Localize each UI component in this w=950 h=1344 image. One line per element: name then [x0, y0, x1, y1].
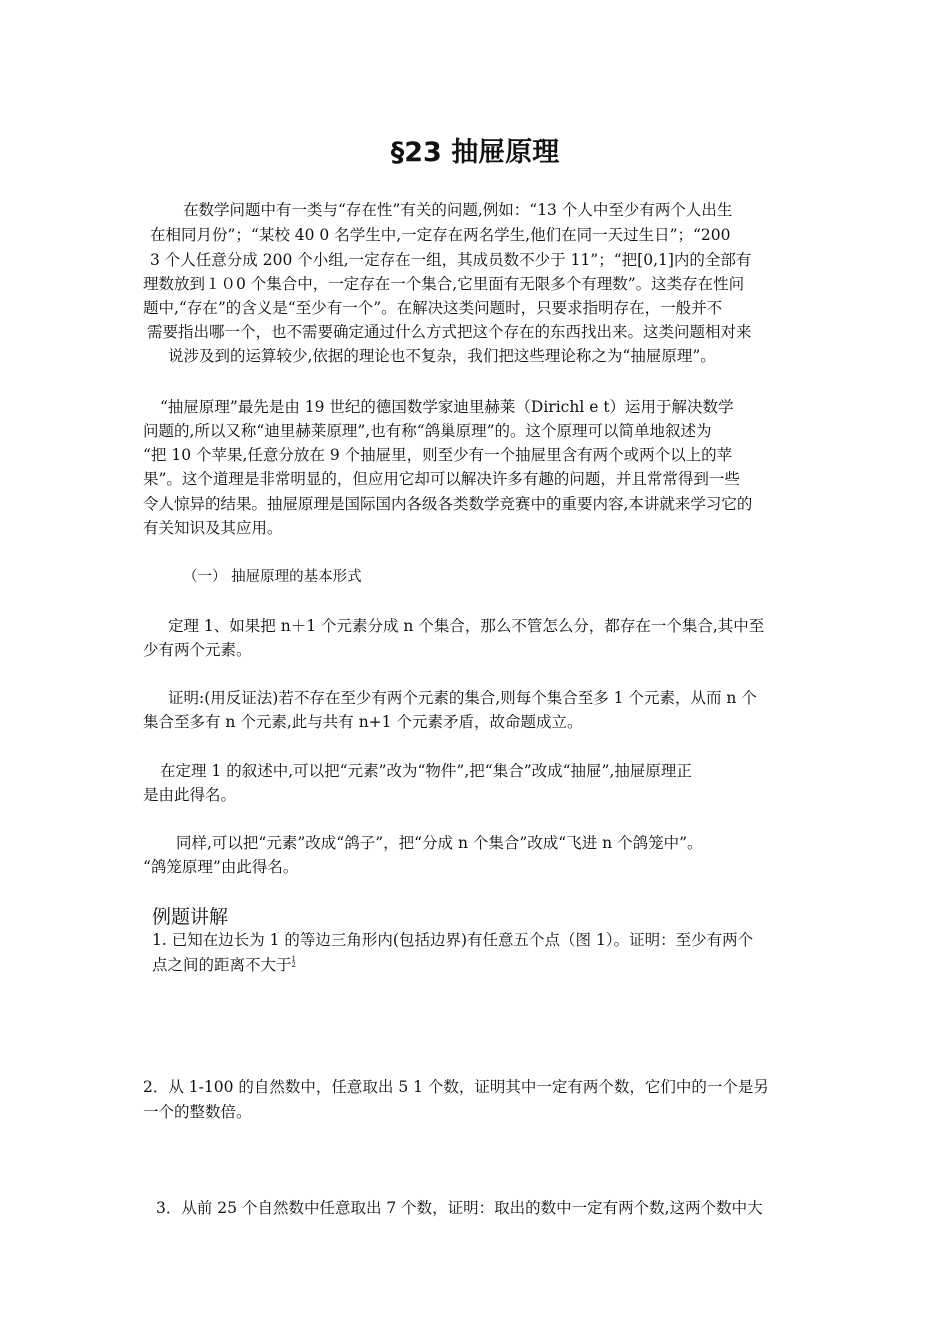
theorem-line: 少有两个元素。	[143, 641, 252, 659]
example-line: 一个的整数倍。	[143, 1103, 252, 1121]
intro-line: 题中,“存在”的含义是“至少有一个”。在解决这类问题时，只要求指明存在，一般并不	[143, 299, 723, 317]
remark-line: 是由此得名。	[143, 786, 237, 804]
history-line: 果”。这个道理是非常明显的，但应用它却可以解决许多有趣的问题，并且常常得到一些	[143, 470, 740, 488]
example-line: 3．从前 25 个自然数中任意取出 7 个数，证明：取出的数中一定有两个数,这两个数中大	[156, 1199, 763, 1217]
example-line	[152, 955, 296, 975]
example-line: 2．从 1-100 的自然数中，任意取出 5 1 个数，证明其中一定有两个数，它们中的一个是另	[143, 1078, 769, 1096]
remark-line: 在定理 1 的叙述中,可以把“元素”改为“物件”,把“集合”改成“抽屉”,抽屉原理正	[160, 762, 692, 780]
history-line: “把 10 个苹果,任意分放在 9 个抽屉里，则至少有一个抽屉里含有两个或两个以上的苹	[143, 446, 733, 464]
examples-heading: 例题讲解	[152, 906, 229, 928]
example-text: 点之间的距离不大于	[152, 956, 292, 974]
fraction-numerator: 1	[291, 955, 296, 963]
intro-line: 需要指出哪一个，也不需要确定通过什么方式把这个存在的东西找出来。这类问题相对来	[147, 323, 752, 341]
remark-line: “鸽笼原理”由此得名。	[143, 858, 299, 876]
history-line: 问题的,所以又称“迪里赫莱原理”,也有称“鸽巢原理”的。这个原理可以简单地叙述为	[143, 422, 712, 440]
proof-line: 证明:(用反证法)若不存在至少有两个元素的集合,则每个集合至多 1 个元素，从而 n 个	[168, 689, 757, 707]
intro-line: 理数放到１０0 个集合中，一定存在一个集合,它里面有无限多个有理数”。这类存在性问	[143, 275, 745, 293]
theorem-line: 定理 1、如果把 n＋1 个元素分成 n 个集合，那么不管怎么分，都存在一个集合,其中至	[168, 617, 765, 635]
history-line: 有关知识及其应用。	[143, 519, 283, 537]
remark-line: 同样,可以把“元素”改成“鸽子”，把“分成 n 个集合”改成“飞进 n 个鸽笼中”。	[176, 834, 703, 852]
proof-line: 集合至多有 n 个元素,此与共有 n+1 个元素矛盾，故命题成立。	[143, 713, 583, 731]
example-line: 1. 已知在边长为 1 的等边三角形内(包括边界)有任意五个点（图 1）。证明：至少有两个	[152, 931, 754, 949]
intro-line: 说涉及到的运算较少,依据的理论也不复杂，我们把这些理论称之为“抽屉原理”。	[168, 347, 716, 365]
intro-line: 在数学问题中有一类与“存在性”有关的问题,例如：“13 个人中至少有两个人出生	[183, 201, 733, 219]
intro-line: 3 个人任意分成 200 个小组,一定存在一组，其成员数不少于 11”；“把[0,1]内的全部有	[150, 251, 752, 269]
history-line: “抽屉原理”最先是由 19 世纪的德国数学家迪里赫莱（Dirichl e t）运用于解决数学	[160, 398, 734, 416]
page-title: §23 抽屉原理	[390, 137, 560, 168]
section-heading: （一） 抽屉原理的基本形式	[183, 569, 362, 585]
fraction-one-half	[292, 956, 296, 968]
intro-line: 在相同月份”；“某校 40 0 名学生中,一定存在两名学生,他们在同一天过生日”；“200	[150, 226, 731, 244]
fraction-denominator: 2	[291, 961, 296, 969]
history-line: 令人惊异的结果。抽屉原理是国际国内各级各类数学竞赛中的重要内容,本讲就来学习它的	[143, 495, 753, 513]
